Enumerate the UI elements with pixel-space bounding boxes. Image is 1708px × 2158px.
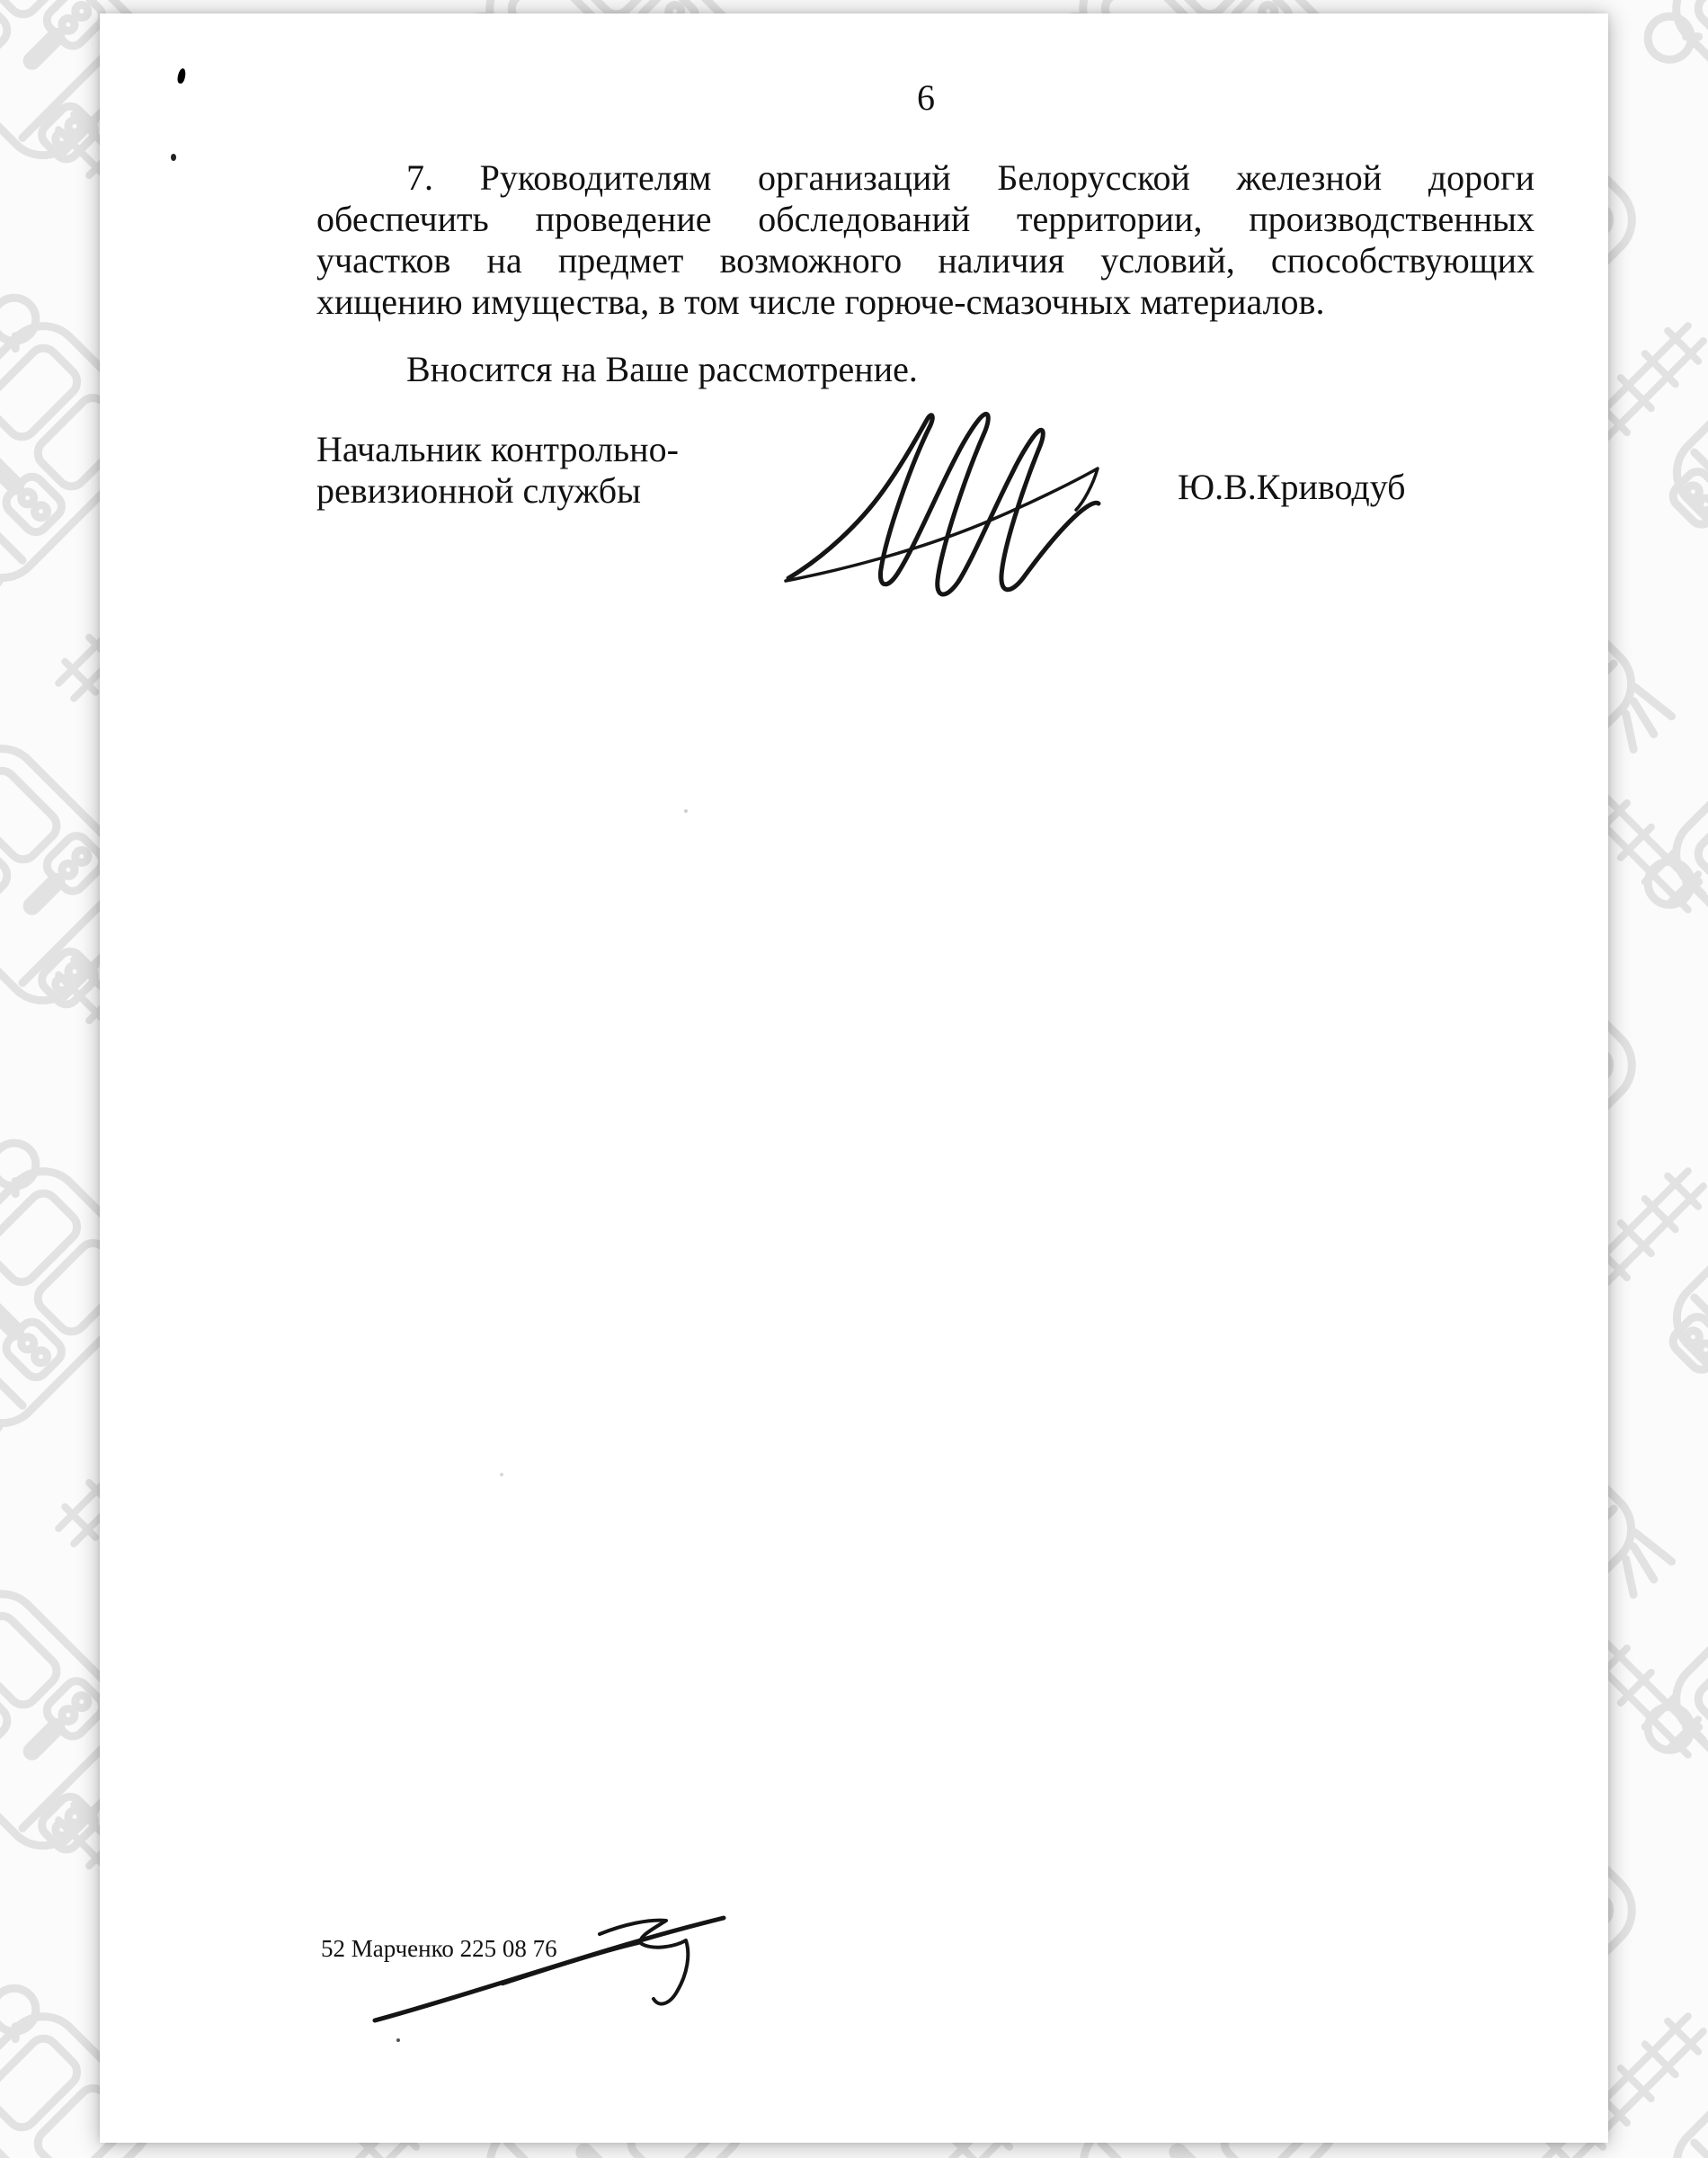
paragraph-line: участков на предмет возможного наличия условий, способствующих [316,240,1535,281]
ink-speck [171,154,176,161]
body-paragraph [316,157,1535,323]
signer-name: Ю.В.Криводуб [1178,467,1406,507]
ink-speck [176,67,186,84]
signer-title-line: Начальник контрольно- [316,429,679,469]
ink-speck [684,809,688,813]
ink-speck [500,1473,503,1476]
ink-speck [396,2038,400,2042]
submission-line: Вносится на Ваше рассмотрение. [406,349,918,389]
handwritten-scribble-icon [368,1905,731,2029]
handwritten-signature-icon [783,409,1102,620]
signer-title-line: ревизионной службы [316,470,641,511]
signer-title [316,429,679,512]
footer-reference: 52 Марченко 225 08 76 [321,1935,557,1962]
paragraph-line: обеспечить проведение обследований территории, производственных [316,199,1535,239]
page-number: 6 [917,77,935,118]
document-page [100,13,1608,2143]
paragraph-line: 7. Руководителям организаций Белорусской железной дороги [406,157,1535,198]
paragraph-line: хищению имущества, в том числе горюче-смазочных материалов. [316,281,1325,322]
